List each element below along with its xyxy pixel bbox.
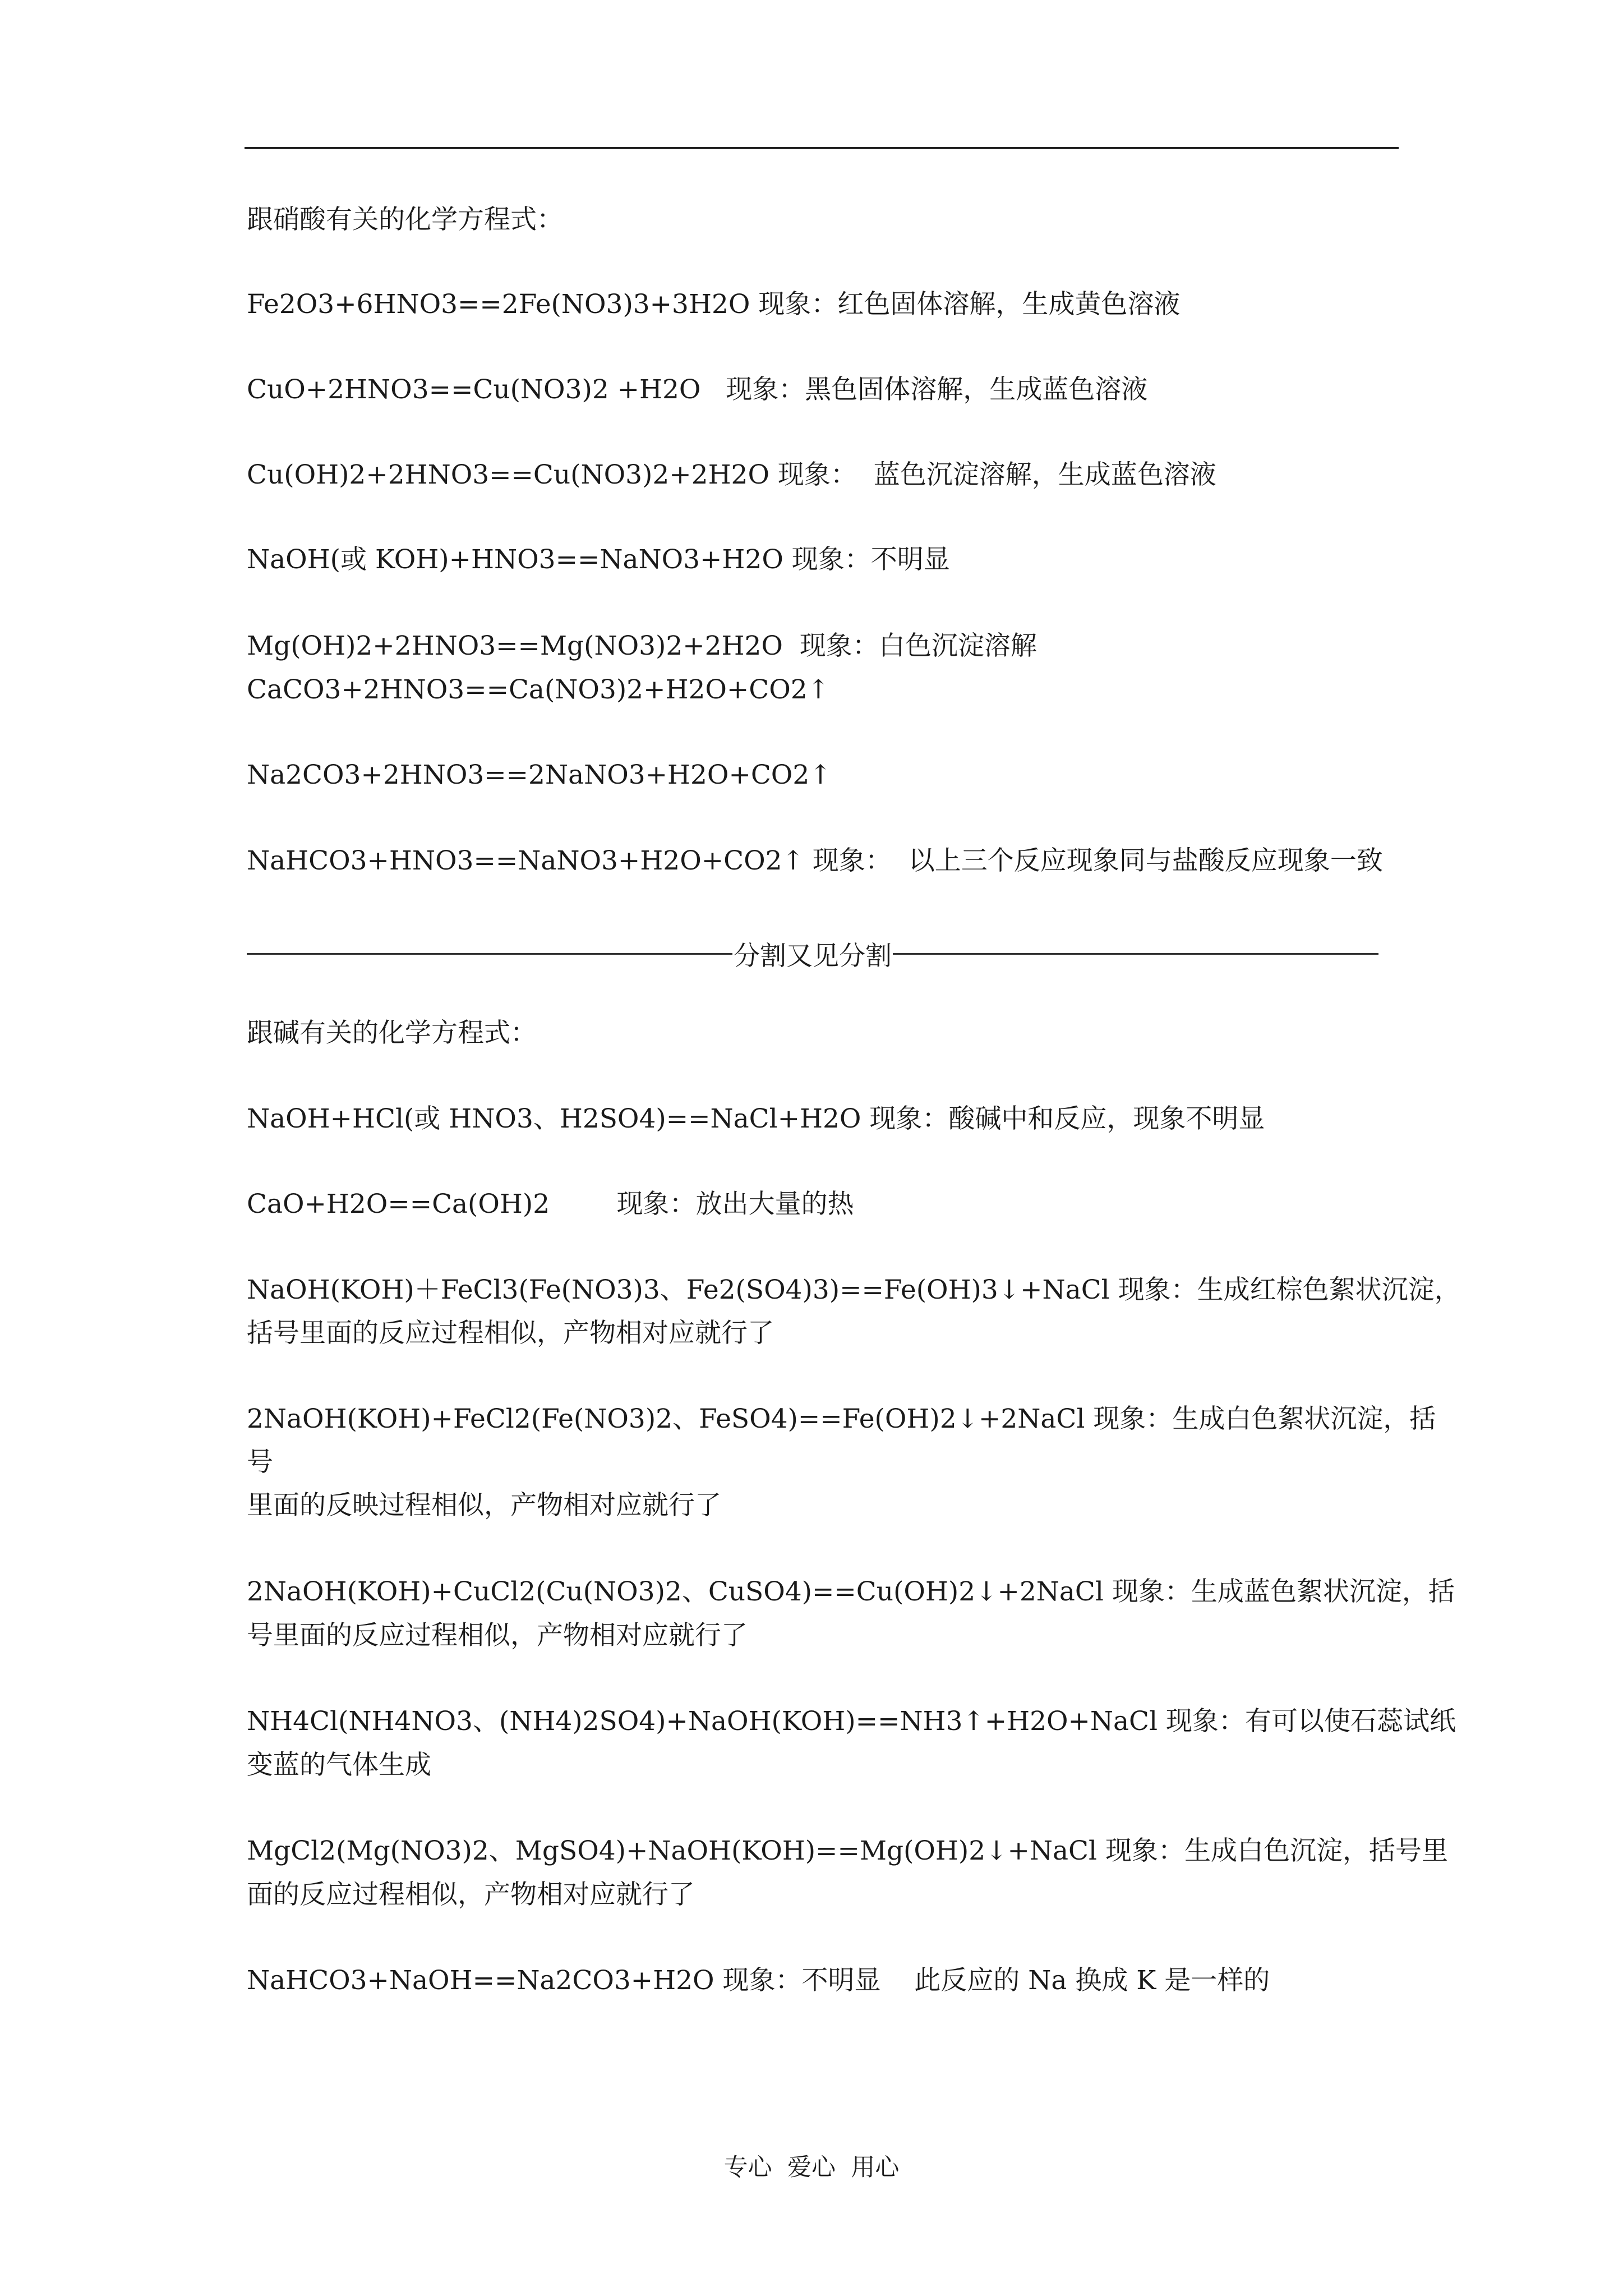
equation-line: CuO+2HNO3==Cu(NO3)2 +H2O 现象：黑色固体溶解，生成蓝色溶液	[247, 374, 1148, 405]
equation-line: 2NaOH(KOH)+CuCl2(Cu(NO3)2、CuSO4)==Cu(OH)2↓+2NaCl 现象：生成蓝色絮状沉淀，括	[247, 1576, 1455, 1607]
equation-line: 面的反应过程相似，产物相对应就行了	[247, 1879, 695, 1910]
equation-line: CaCO3+2HNO3==Ca(NO3)2+H2O+CO2↑	[247, 674, 830, 705]
section-heading-base: 跟碱有关的化学方程式：	[247, 1018, 537, 1048]
equation-line: NH4Cl(NH4NO3、(NH4)2SO4)+NaOH(KOH)==NH3↑+H2O+NaCl 现象：有可以使石蕊试纸	[247, 1706, 1456, 1737]
equation-line: Mg(OH)2+2HNO3==Mg(NO3)2+2H2O 现象：白色沉淀溶解	[247, 631, 1037, 661]
section-heading-nitric-acid: 跟硝酸有关的化学方程式：	[247, 204, 563, 235]
equation-line: Cu(OH)2+2HNO3==Cu(NO3)2+2H2O 现象： 蓝色沉淀溶解，生成蓝色溶液	[247, 459, 1216, 490]
separator-dash-right	[893, 953, 1378, 955]
equation-line: 括号里面的反应过程相似，产物相对应就行了	[247, 1318, 774, 1349]
separator-dash-left	[247, 953, 732, 955]
separator-label: 分割又见分割	[734, 940, 892, 972]
equation-line: 2NaOH(KOH)+FeCl2(Fe(NO3)2、FeSO4)==Fe(OH)2↓+2NaCl 现象：生成白色絮状沉淀，括	[247, 1404, 1436, 1434]
equation-line: NaOH(或 KOH)+HNO3==NaNO3+H2O 现象：不明显	[247, 544, 950, 575]
equation-line: 变蓝的气体生成	[247, 1750, 431, 1780]
equation-line: NaHCO3+HNO3==NaNO3+H2O+CO2↑ 现象： 以上三个反应现象同与盐酸反应现象一致	[247, 845, 1383, 876]
equation-line: NaHCO3+NaOH==Na2CO3+H2O 现象：不明显 此反应的 Na 换成 K 是一样的	[247, 1965, 1270, 1996]
equation-line: Na2CO3+2HNO3==2NaNO3+H2O+CO2↑	[247, 760, 832, 790]
equation-line: CaO+H2O==Ca(OH)2 现象：放出大量的热	[247, 1189, 854, 1220]
header-rule	[245, 147, 1399, 149]
equation-line: Fe2O3+6HNO3==2Fe(NO3)3+3H2O 现象：红色固体溶解，生成黄色溶液	[247, 289, 1181, 320]
page-footer: 专心 爱心 用心	[723, 2154, 900, 2182]
equation-line: 号里面的反应过程相似，产物相对应就行了	[247, 1620, 748, 1651]
section-separator	[247, 937, 1378, 970]
equation-line: 号	[247, 1447, 273, 1478]
equation-line: NaOH+HCl(或 HNO3、H2SO4)==NaCl+H2O 现象：酸碱中和反应，现象不明显	[247, 1103, 1265, 1134]
equation-line: 里面的反映过程相似，产物相对应就行了	[247, 1490, 721, 1521]
equation-line: MgCl2(Mg(NO3)2、MgSO4)+NaOH(KOH)==Mg(OH)2↓+NaCl 现象：生成白色沉淀，括号里	[247, 1835, 1448, 1866]
equation-line: NaOH(KOH)＋FeCl3(Fe(NO3)3、Fe2(SO4)3)==Fe(OH)3↓+NaCl 现象：生成红棕色絮状沉淀，	[247, 1274, 1461, 1305]
